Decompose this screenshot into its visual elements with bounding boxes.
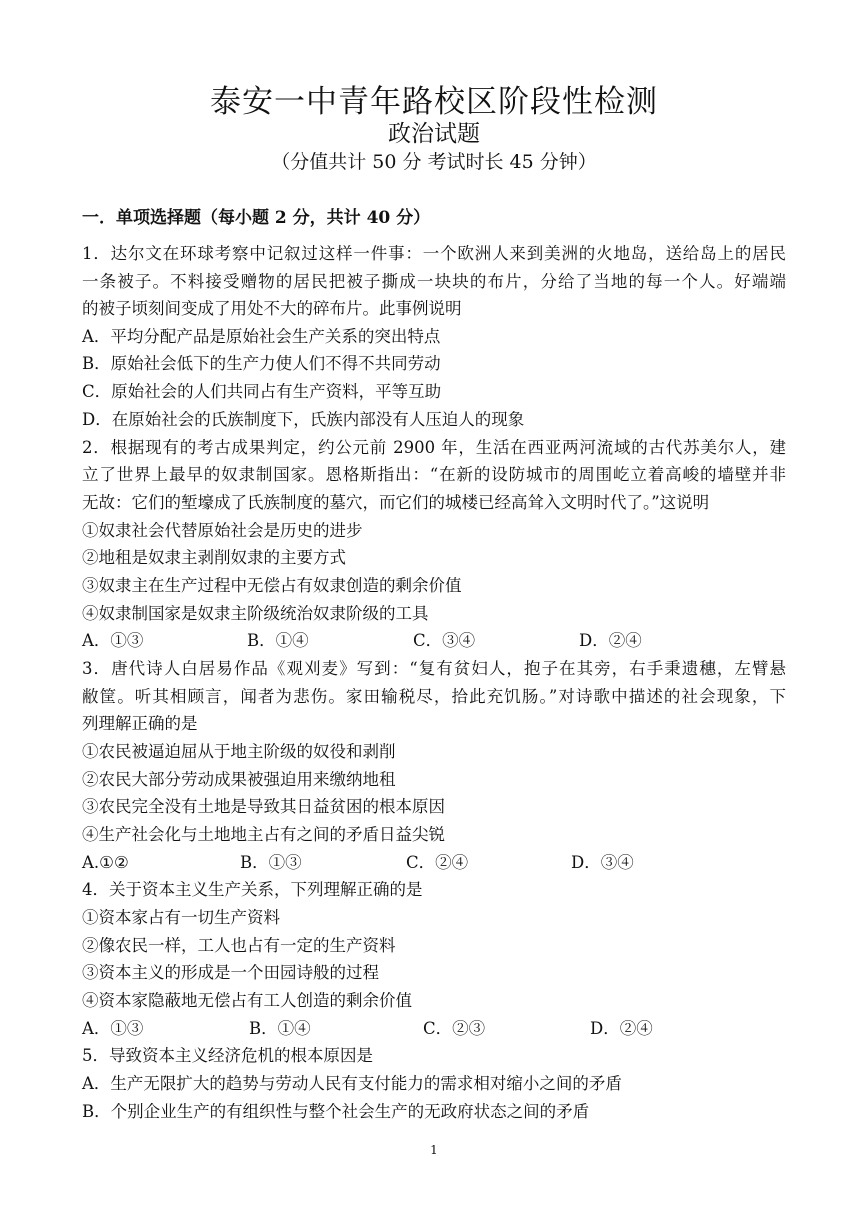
q2-statement: ①奴隶社会代替原始社会是历史的进步 (82, 521, 363, 540)
q5-choice-a: A．生产无限扩大的趋势与劳动人民有支付能力的需求相对缩小之间的矛盾 (82, 1074, 622, 1093)
q4-statement: ②像农民一样，工人也占有一定的生产资料 (82, 936, 396, 955)
q3-option-b: B．①③ (240, 853, 302, 872)
q5-choice-b: B．个别企业生产的有组织性与整个社会生产的无政府状态之间的矛盾 (82, 1102, 590, 1121)
q4-statement: ④资本家隐蔽地无偿占有工人创造的剩余价值 (82, 991, 412, 1010)
q3-stem-line: 列理解正确的是 (82, 714, 198, 733)
q1-stem-line: 1．达尔文在环球考察中记叙过这样一件事：一个欧洲人来到美洲的火地岛，送给岛上的居民 (82, 244, 786, 263)
exam-title: 泰安一中青年路校区阶段性检测 (210, 84, 658, 120)
q3-option-a: A.①② (82, 853, 129, 872)
q1-stem-line: 一条被子。不料接受赠物的居民把被子撕成一块块的布片，分给了当地的每一个人。好端端 (82, 272, 786, 291)
q3-statement: ①农民被逼迫屈从于地主阶级的奴役和剥削 (82, 742, 396, 761)
q4-statement: ③资本主义的形成是一个田园诗般的过程 (82, 963, 379, 982)
q3-statement: ④生产社会化与土地地主占有之间的矛盾日益尖锐 (82, 825, 445, 844)
q2-statement: ③奴隶主在生产过程中无偿占有奴隶创造的剩余价值 (82, 576, 462, 595)
q4-statement: ①资本家占有一切生产资料 (82, 908, 280, 927)
exam-subject: 政治试题 (388, 121, 480, 147)
q4-option-d: D．②④ (590, 1019, 653, 1038)
q3-option-d: D．③④ (571, 853, 634, 872)
page-number: 1 (430, 1143, 438, 1157)
q3-stem-line: 敝筐。听其相顾言，闻者为悲伤。家田输税尽，拾此充饥肠。”对诗歌中描述的社会现象，下 (82, 687, 786, 706)
section-heading: 一．单项选择题（每小题 2 分，共计 40 分） (82, 208, 431, 228)
q1-choice-d: D．在原始社会的氏族制度下，氏族内部没有人压迫人的现象 (82, 410, 525, 429)
q4-option-a: A．①③ (82, 1019, 144, 1038)
q4-option-b: B．①④ (249, 1019, 311, 1038)
q3-option-c: C．②④ (406, 853, 469, 872)
q1-stem-line: 的被子顷刻间变成了用处不大的碎布片。此事例说明 (82, 299, 462, 318)
q3-statement: ②农民大部分劳动成果被强迫用来缴纳地租 (82, 770, 396, 789)
q2-option-c: C．③④ (413, 631, 476, 650)
q1-choice-a: A．平均分配产品是原始社会生产关系的突出特点 (82, 327, 441, 346)
q3-stem-line: 3．唐代诗人白居易作品《观刈麦》写到：“复有贫妇人，抱子在其旁，右手秉遗穗，左臂悬 (82, 659, 786, 678)
q2-stem-line: 立了世界上最早的奴隶制国家。恩格斯指出：“在新的设防城市的周围屹立着高峻的墙壁并非 (82, 465, 786, 484)
q3-statement: ③农民完全没有土地是导致其日益贫困的根本原因 (82, 797, 445, 816)
q2-statement: ②地租是奴隶主剥削奴隶的主要方式 (82, 548, 346, 567)
q4-stem-line: 4．关于资本主义生产关系，下列理解正确的是 (82, 880, 423, 899)
exam-info: （分值共计 50 分 考试时长 45 分钟） (271, 151, 597, 173)
q1-choice-c: C．原始社会的人们共同占有生产资料，平等互助 (82, 382, 442, 401)
q2-option-a: A．①③ (82, 631, 144, 650)
q2-stem-line: 无故：它们的堑壕成了氏族制度的墓穴，而它们的城楼已经高耸入文明时代了。”这说明 (82, 493, 710, 512)
q2-stem-line: 2．根据现有的考古成果判定，约公元前 2900 年，生活在西亚两河流域的古代苏美尔人，建 (82, 438, 786, 457)
q2-statement: ④奴隶制国家是奴隶主阶级统治奴隶阶级的工具 (82, 604, 429, 623)
q2-option-b: B．①④ (247, 631, 309, 650)
q4-option-c: C．②③ (423, 1019, 486, 1038)
q1-choice-b: B．原始社会低下的生产力使人们不得不共同劳动 (82, 354, 441, 373)
q5-stem-line: 5．导致资本主义经济危机的根本原因是 (82, 1046, 373, 1065)
q2-option-d: D．②④ (579, 631, 642, 650)
